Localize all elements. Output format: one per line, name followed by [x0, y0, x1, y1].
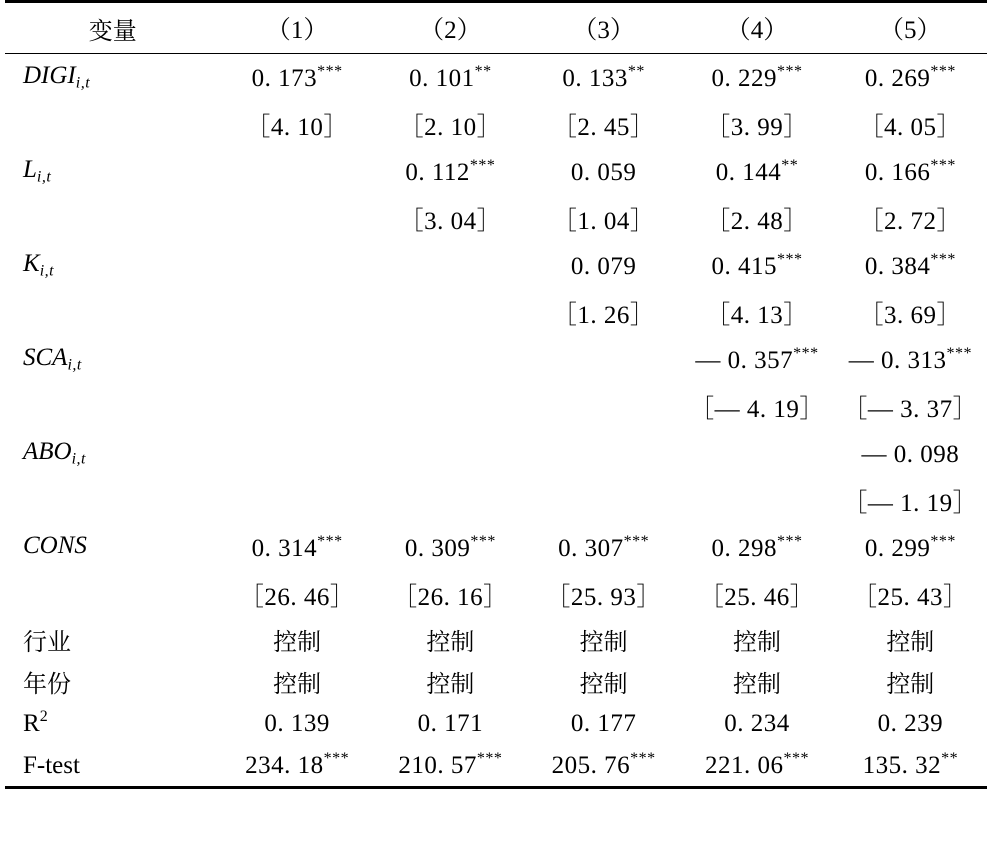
cell-control: 控制 [886, 669, 935, 698]
cell-coef [220, 242, 373, 289]
cell-tstat [220, 289, 373, 336]
cell-coef: 0. 079 [570, 252, 637, 280]
cell-control: 控制 [426, 627, 475, 656]
cell-control: 控制 [273, 627, 322, 656]
cell-stat: 0. 139 [264, 709, 330, 737]
cell-tstat: ［4. 13］ [705, 301, 809, 329]
cell-tstat: ［26. 16］ [392, 583, 509, 611]
cell-stat: 221. 06*** [680, 744, 833, 788]
cell-tstat [527, 383, 680, 430]
table-row [5, 744, 987, 788]
cell-control: 控制 [579, 627, 628, 656]
cell-stat: 234. 18*** [220, 744, 373, 788]
cell-tstat: ［1. 26］ [551, 301, 656, 329]
cell-coef [220, 430, 373, 477]
row-label-subscript: i,t [75, 74, 91, 92]
table-row [5, 524, 987, 571]
cell-control: 控制 [732, 627, 781, 656]
cell-stat: 0. 171 [417, 709, 484, 737]
cell-tstat: ［2. 72］ [858, 207, 963, 235]
table-row [5, 702, 987, 744]
cell-stat: 0. 239 [877, 709, 944, 737]
row-label-text: K [23, 250, 40, 278]
cell-control: 控制 [426, 669, 475, 698]
cell-tstat: ［3. 04］ [398, 207, 503, 235]
cell-coef: 0. 314*** [251, 532, 343, 562]
cell-tstat [220, 383, 373, 430]
cell-empty [5, 571, 220, 618]
cell-tstat [374, 383, 527, 430]
cell-coef: 0. 101** [409, 62, 492, 92]
cell-coef: — 0. 098 [861, 440, 960, 468]
cell-tstat [220, 195, 373, 242]
cell-empty [5, 477, 220, 524]
row-label-year: 年份 [23, 671, 71, 698]
row-label-digi [5, 54, 220, 102]
table-header-row [5, 2, 987, 54]
row-label-l [5, 148, 220, 195]
row-label-k [5, 242, 220, 289]
cell-coef: 0. 229*** [711, 62, 803, 92]
table-row [5, 54, 987, 102]
header-col-4: （4） [680, 2, 833, 54]
cell-tstat: ［25. 43］ [852, 583, 969, 611]
cell-tstat [374, 289, 527, 336]
row-label-abo [5, 430, 220, 477]
table-row [5, 571, 987, 618]
header-col-2: （2） [374, 2, 527, 54]
cell-coef [374, 336, 527, 383]
table-row [5, 618, 987, 660]
table-row [5, 383, 987, 430]
table-row [5, 195, 987, 242]
cell-tstat [680, 477, 833, 524]
cell-tstat: ［1. 04］ [551, 207, 656, 235]
row-label-industry: 行业 [23, 629, 71, 656]
cell-coef: 0. 144** [715, 156, 799, 186]
cell-tstat: ［2. 45］ [551, 113, 656, 141]
cell-coef: 0. 112*** [405, 156, 496, 186]
cell-tstat: ［— 3. 37］ [842, 395, 979, 423]
cell-stat: 205. 76*** [527, 744, 680, 788]
cell-coef: 0. 299*** [864, 532, 956, 562]
cell-tstat: ［25. 46］ [698, 583, 816, 611]
cell-control: 控制 [579, 669, 628, 698]
header-col-5: （5） [834, 2, 987, 54]
cell-tstat: ［3. 99］ [705, 113, 809, 141]
cell-tstat: ［26. 46］ [238, 583, 356, 611]
cell-coef [527, 336, 680, 383]
row-label-text: DIGI [23, 62, 76, 90]
cell-stat: 135. 32** [834, 744, 987, 788]
cell-coef: — 0. 357*** [695, 344, 819, 374]
cell-tstat: ［2. 48］ [705, 207, 809, 235]
table-row [5, 430, 987, 477]
header-col-1: （1） [220, 2, 373, 54]
cell-coef [374, 242, 527, 289]
cell-coef: 0. 059 [570, 158, 637, 186]
regression-table [5, 0, 987, 789]
cell-empty [5, 289, 220, 336]
row-label-subscript: i,t [39, 262, 55, 280]
table-row [5, 289, 987, 336]
cell-coef: 0. 415*** [711, 250, 803, 280]
cell-coef: 0. 298*** [711, 532, 803, 562]
table-row [5, 336, 987, 383]
cell-control: 控制 [732, 669, 781, 698]
row-label-text: R [23, 709, 40, 737]
row-label-cons [5, 524, 220, 571]
header-col-3: （3） [527, 2, 680, 54]
row-label-sca [5, 336, 220, 383]
header-variable: 变量 [5, 2, 220, 54]
row-label-text: F-test [23, 751, 80, 779]
row-label-subscript: i,t [67, 356, 82, 374]
row-label-ftest [5, 744, 220, 788]
cell-coef [527, 430, 680, 477]
cell-control: 控制 [273, 669, 322, 698]
cell-coef: 0. 173*** [251, 62, 343, 92]
cell-coef [680, 430, 833, 477]
cell-stat: 210. 57*** [374, 744, 527, 788]
cell-tstat: ［25. 93］ [545, 583, 662, 611]
table-row [5, 242, 987, 289]
row-label-superscript: 2 [39, 708, 49, 726]
cell-coef: 0. 384*** [864, 250, 956, 280]
row-label-text: CONS [23, 532, 87, 560]
cell-stat: 0. 234 [724, 709, 790, 737]
row-label-text: SCA [23, 344, 68, 372]
cell-tstat: ［2. 10］ [398, 113, 503, 141]
cell-coef: 0. 269*** [864, 62, 956, 92]
cell-stat: 0. 177 [570, 709, 637, 737]
row-label-subscript: i,t [71, 450, 86, 468]
cell-tstat: ［4. 05］ [858, 113, 963, 141]
row-label-subscript: i,t [36, 168, 52, 186]
row-label-r2 [5, 702, 220, 744]
cell-coef: 0. 309*** [404, 532, 496, 562]
cell-tstat: ［4. 10］ [245, 113, 349, 141]
cell-coef: 0. 166*** [864, 156, 956, 186]
cell-coef [220, 148, 373, 195]
cell-coef [220, 336, 373, 383]
cell-coef: 0. 133** [562, 62, 645, 92]
cell-tstat: ［— 1. 19］ [842, 489, 979, 517]
cell-coef: 0. 307*** [558, 532, 650, 562]
table-row [5, 148, 987, 195]
cell-tstat [220, 477, 373, 524]
table-row [5, 101, 987, 148]
cell-coef [374, 430, 527, 477]
cell-tstat [527, 477, 680, 524]
cell-tstat [374, 477, 527, 524]
cell-empty [5, 383, 220, 430]
table-row [5, 660, 987, 702]
cell-coef: — 0. 313*** [848, 344, 972, 374]
cell-empty [5, 195, 220, 242]
cell-tstat: ［— 4. 19］ [689, 395, 825, 423]
cell-empty [5, 101, 220, 148]
table-row [5, 477, 987, 524]
cell-control: 控制 [886, 627, 935, 656]
row-label-text: L [23, 156, 37, 184]
cell-tstat: ［3. 69］ [858, 301, 963, 329]
row-label-text: ABO [23, 438, 72, 466]
